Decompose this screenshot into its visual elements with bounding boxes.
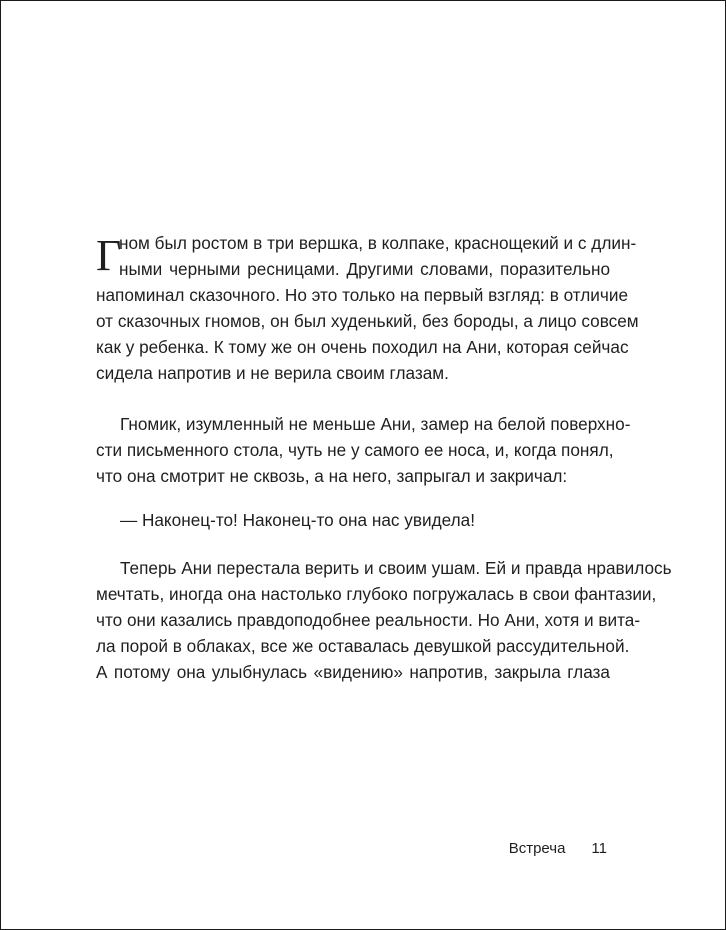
paragraph-gap [96, 386, 610, 411]
text-line: сти письменного стола, чуть не у самого ее носа, и, когда понял, [96, 440, 614, 460]
text-line: Теперь Ани перестала верить и своим ушам. Ей и правда нравилось [120, 558, 672, 578]
text-line: как у ребенка. К тому же он очень походил на Ани, которая сейчас [96, 337, 629, 357]
text-line: ла порой в облаках, все же оставалась девушкой рассудительной. [96, 636, 630, 656]
text-line: сидела напротив и не верила своим глазам. [96, 363, 449, 383]
paragraph-gap [96, 533, 610, 555]
running-title: Встреча [508, 840, 566, 857]
text-line: мечтать, иногда она настолько глубоко погружалась в свои фантазии, [96, 584, 657, 604]
paragraph-3 [96, 555, 672, 685]
drop-cap: Г [96, 231, 122, 280]
dialogue-line [96, 507, 610, 533]
page-footer [509, 840, 607, 857]
body-text [96, 230, 672, 685]
text-line: Гномик, изумленный не меньше Ани, замер на белой поверхно- [120, 414, 631, 434]
text-line: что она смотрит не сквозь, а на него, запрыгал и закричал: [96, 466, 568, 486]
text-line: напоминал сказочного. Но это только на первый взгляд: в отличие [96, 285, 629, 305]
text-line: А потому она улыбнулась «видению» напротив, закрыла глаза [96, 662, 610, 682]
text-line: ными черными ресницами. Другими словами, поразительно [119, 259, 610, 279]
paragraph-1 [96, 230, 639, 386]
text-line: от сказочных гномов, он был худенький, без бороды, а лицо совсем [96, 311, 639, 331]
text-line: что они казались правдоподобнее реальности. Но Ани, хотя и вита- [96, 610, 641, 630]
page-number: 11 [591, 840, 607, 857]
text-line: ном был ростом в три вершка, в колпаке, краснощекий и с длин- [119, 233, 637, 253]
text-line: — Наконец-то! Наконец-то она нас увидела! [120, 510, 475, 530]
paragraph-2 [96, 411, 631, 489]
paragraph-gap [96, 489, 610, 507]
